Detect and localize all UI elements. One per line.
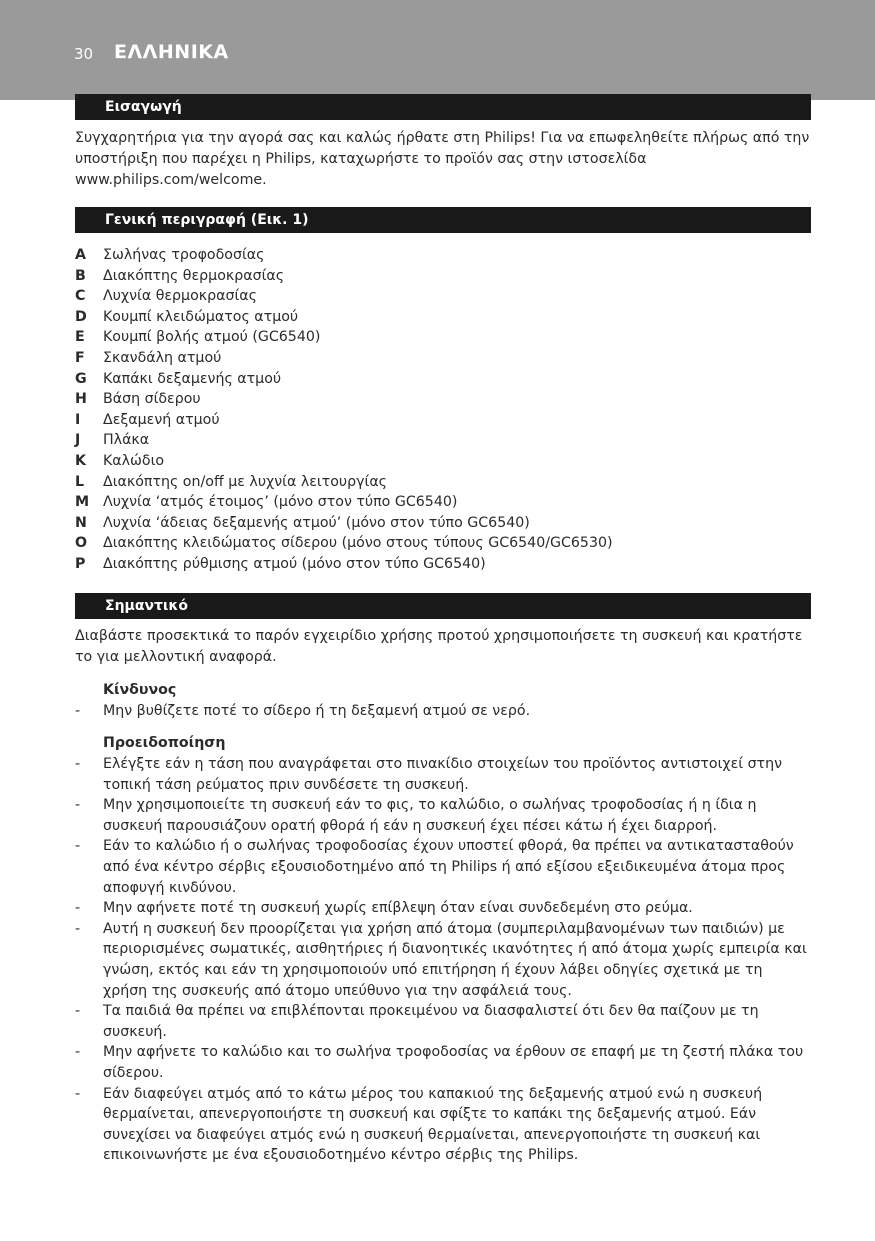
part-item — [75, 451, 811, 472]
part-letter: B — [75, 267, 86, 284]
bullet-text: Μην βυθίζετε ποτέ το σίδερο ή τη δεξαμενή ατμού σε νερό. — [103, 702, 531, 719]
part-label: Λυχνία θερμοκρασίας — [103, 288, 257, 305]
part-label: Κουμπί βολής ατμού (GC6540) — [103, 329, 321, 346]
part-item — [75, 327, 811, 348]
bullet-text: Εάν διαφεύγει ατμός από το κάτω μέρος του καπακιού της δεξαμενής ατμού ενώ η συσκευή θερμαίνεται, απενεργοποιήστε τη συσκευή και σφίξτε το καπάκι της δεξαμενής ατμού. Εάν συνεχίσει να διαφεύγει ατμός ενώ η συσκευή θερμαίνεται, απενεργοποιήστε τη συσκευή και επικοινωνήστε με ένα εξουσιοδοτημένο κέντρο σέρβις της Philips. — [103, 1085, 763, 1164]
section-heading-important: Σημαντικό — [75, 593, 811, 619]
part-letter: O — [75, 535, 88, 552]
part-label: Δεξαμενή ατμού — [103, 411, 220, 428]
part-label: Διακόπτης on/off με λυχνία λειτουργίας — [103, 473, 387, 490]
part-item — [75, 369, 811, 390]
warning-heading: Προειδοποίηση — [103, 735, 226, 752]
part-item — [75, 307, 811, 328]
part-item — [75, 492, 811, 513]
part-letter: N — [75, 514, 87, 531]
part-letter: D — [75, 308, 87, 325]
bullet-text: Μην αφήνετε ποτέ τη συσκευή χωρίς επίβλεψη όταν είναι συνδεδεμένη στο ρεύμα. — [103, 900, 693, 917]
part-item — [75, 266, 811, 287]
dash-marker: - — [75, 1044, 81, 1061]
part-label: Πλάκα — [103, 432, 150, 449]
part-item — [75, 513, 811, 534]
dash-marker: - — [75, 1003, 81, 1020]
language-title: ΕΛΛΗΝΙΚΑ — [114, 41, 229, 63]
part-item — [75, 389, 811, 410]
part-letter: E — [75, 329, 85, 346]
part-label: Διακόπτης ρύθμισης ατμού (μόνο στον τύπο GC6540) — [103, 555, 486, 572]
section-heading-description: Γενική περιγραφή (Εικ. 1) — [75, 207, 811, 233]
part-letter: G — [75, 370, 87, 387]
bullet-text: Ελέγξτε εάν η τάση που αναγράφεται στο πινακίδιο στοιχείων του προϊόντος αντιστοιχεί στην τοπική τάση ρεύματος πριν συνδέσετε τη συσκευή. — [103, 756, 783, 793]
part-label: Λυχνία ‘άδειας δεξαμενής ατμού’ (μόνο στον τύπο GC6540) — [103, 514, 530, 531]
dash-marker: - — [75, 702, 81, 719]
bullet-item — [75, 1084, 811, 1166]
section-heading-intro: Εισαγωγή — [75, 94, 811, 120]
bullet-text: Αυτή η συσκευή δεν προορίζεται για χρήση από άτομα (συμπεριλαμβανομένων των παιδιών) με περιορισμένες σωματικές, αισθητήριες ή διανοητικές ικανότητες ή από άτομα χωρίς εμπειρία και γνώση, εκτός και εάν τη χρησιμοποιούν υπό επιτήρηση ή έχουν λάβει οδηγίες σχετικά με τη χρήση της συσκευής από άτομο υπεύθυνο για την ασφάλειά τους. — [103, 920, 807, 999]
part-label: Κουμπί κλειδώματος ατμού — [103, 308, 299, 325]
bullet-text: Τα παιδιά θα πρέπει να επιβλέπονται προκειμένου να διασφαλιστεί ότι δεν θα παίζουν με τη συσκευή. — [103, 1003, 759, 1040]
part-label: Σκανδάλη ατμού — [103, 349, 222, 366]
bullet-item — [75, 919, 811, 1001]
bullet-item — [75, 701, 811, 722]
dash-marker: - — [75, 900, 81, 917]
part-item — [75, 245, 811, 266]
part-item — [75, 554, 811, 575]
part-letter: L — [75, 473, 85, 490]
part-letter: P — [75, 555, 86, 572]
part-item — [75, 286, 811, 307]
important-paragraph: Διαβάστε προσεκτικά το παρόν εγχειρίδιο χρήσης προτού χρησιμοποιήσετε τη συσκευή και κρατήστε το για μελλοντική αναφορά. — [75, 627, 803, 665]
parts-list — [75, 245, 811, 575]
part-label: Διακόπτης κλειδώματος σίδερου (μόνο στους τύπους GC6540/GC6530) — [103, 535, 613, 552]
dash-marker: - — [75, 1085, 81, 1102]
part-item — [75, 410, 811, 431]
part-letter: C — [75, 288, 86, 305]
page-number: 30 — [74, 45, 94, 63]
bullet-text: Εάν το καλώδιο ή ο σωλήνας τροφοδοσίας έχουν υποστεί φθορά, θα πρέπει να αντικατασταθούν από ένα κέντρο σέρβις εξουσιοδοτημένο από τη Philips ή από εξίσου εξειδικευμένα άτομα προς αποφυγή κινδύνου. — [103, 838, 794, 896]
bullet-item — [75, 898, 811, 919]
part-label: Καπάκι δεξαμενής ατμού — [103, 370, 282, 387]
dash-marker: - — [75, 920, 81, 937]
dash-marker: - — [75, 756, 81, 773]
bullet-item — [75, 836, 811, 898]
part-label: Λυχνία ‘ατμός έτοιμος’ (μόνο στον τύπο GC6540) — [103, 494, 458, 511]
bullet-item — [75, 754, 811, 795]
part-letter: I — [75, 411, 81, 428]
dash-marker: - — [75, 838, 81, 855]
part-letter: J — [75, 432, 81, 449]
danger-list — [75, 701, 811, 722]
part-letter: M — [75, 494, 90, 511]
bullet-item — [75, 1001, 811, 1042]
danger-heading: Κίνδυνος — [103, 681, 177, 698]
bullet-item — [75, 795, 811, 836]
part-letter: A — [75, 247, 86, 263]
part-item — [75, 533, 811, 554]
page-content — [75, 94, 811, 1166]
bullet-item — [75, 1042, 811, 1083]
part-label: Βάση σίδερου — [103, 391, 201, 408]
part-label: Σωλήνας τροφοδοσίας — [103, 247, 265, 263]
part-label: Καλώδιο — [103, 452, 165, 469]
part-item — [75, 430, 811, 451]
bullet-text: Μην αφήνετε το καλώδιο και το σωλήνα τροφοδοσίας να έρθουν σε επαφή με τη ζεστή πλάκα του σίδερου. — [103, 1044, 804, 1081]
intro-paragraph: Συγχαρητήρια για την αγορά σας και καλώς ήρθατε στη Philips! Για να επωφεληθείτε πλήρως από την υποστήριξη που παρέχει η Philips, καταχωρήστε το προϊόν σας στην ιστοσελίδα www.philips.com/welcome. — [75, 130, 810, 188]
dash-marker: - — [75, 797, 81, 814]
part-letter: H — [75, 391, 87, 408]
part-item — [75, 472, 811, 493]
part-letter: F — [75, 349, 85, 366]
part-label: Διακόπτης θερμοκρασίας — [103, 267, 285, 284]
header-band — [0, 0, 875, 100]
part-item — [75, 348, 811, 369]
part-letter: K — [75, 452, 86, 469]
warning-list — [75, 754, 811, 1166]
bullet-text: Μην χρησιμοποιείτε τη συσκευή εάν το φις, το καλώδιο, ο σωλήνας τροφοδοσίας ή η ίδια η συσκευή παρουσιάζουν ορατή φθορά ή εάν η συσκευή έχει πέσει κάτω ή έχει διαρροή. — [103, 797, 757, 834]
